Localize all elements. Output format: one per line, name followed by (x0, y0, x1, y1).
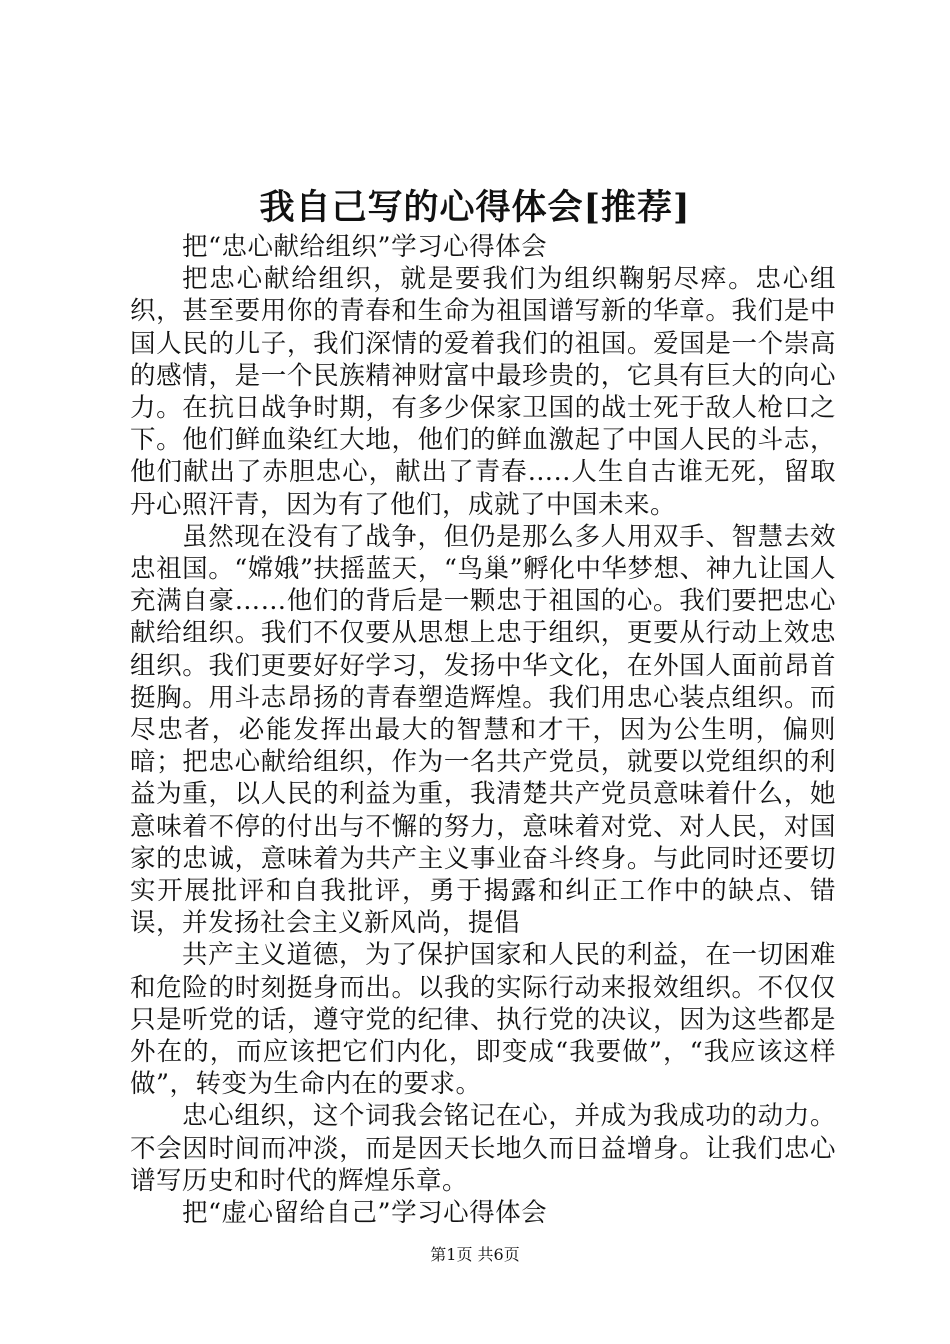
paragraph-1: 把忠心献给组织，就是要我们为组织鞠躬尽瘁。忠心组织，甚至要用你的青春和生命为祖国谱写新的华章。我们是中国人民的儿子，我们深情的爱着我们的祖国。爱国是一个崇高的感情，是一个民族精神财富中最珍贵的，它具有巨大的向心力。在抗日战争时期，有多少保家卫国的战士死于敌人枪口之下。他们鲜血染红大地，他们的鲜血激起了中国人民的斗志，他们献出了赤胆忠心，献出了青春…..人生自古谁无死，留取丹心照汗青，因为有了他们，成就了中国未来。 (130, 264, 836, 520)
document-title: 我自己写的心得体会[推荐] (259, 187, 691, 228)
paragraph-4: 忠心组织，这个词我会铭记在心，并成为我成功的动力。不会因时间而冲淡，而是因天长地久而日益增身。让我们忠心谱写历史和时代的辉煌乐章。 (130, 1101, 836, 1196)
paragraph-subheading-2: 把“虚心留给自己”学习心得体会 (182, 1198, 548, 1229)
paragraph-subheading-1: 把“忠心献给组织”学习心得体会 (182, 232, 548, 262)
paragraph-2: 虽然现在没有了战争，但仍是那么多人用双手、智慧去效忠祖国。“嫦娥”扶摇蓝天，“鸟巢”孵化中华梦想、神九让国人充满自豪……他们的背后是一颗忠于祖国的心。我们要把忠心献给组织。我们不仅要从思想上忠于组织，更要从行动上效忠组织。我们更要好好学习，发扬中华文化，在外国人面前昂首挺胸。用斗志昂扬的青春塑造辉煌。我们用忠心装点组织。而尽忠者，必能发挥出最大的智慧和才干，因为公生明，偏则暗；把忠心献给组织，作为一名共产党员，就要以党组织的利益为重，以人民的利益为重，我清楚共产党员意味着什么，她意味着不停的付出与不懈的努力，意味着对党、对人民，对国家的忠诚，意味着为共产主义事业奋斗终身。与此同时还要切实开展批评和自我批评，勇于揭露和纠正工作中的缺点、错误，并发扬社会主义新风尚，提倡 (130, 521, 836, 939)
paragraph-3: 共产主义道德，为了保护国家和人民的利益，在一切困难和危险的时刻挺身而出。以我的实际行动来报效组织。不仅仅只是听党的话，遵守党的纪律、执行党的决议，因为这些都是外在的，而应该把它们内化，即变成“我要做”，“我应该这样做”，转变为生命内在的要求。 (130, 940, 836, 1100)
page-number-footer: 第1页 共6页 (430, 1245, 520, 1264)
document-body (130, 231, 836, 1229)
